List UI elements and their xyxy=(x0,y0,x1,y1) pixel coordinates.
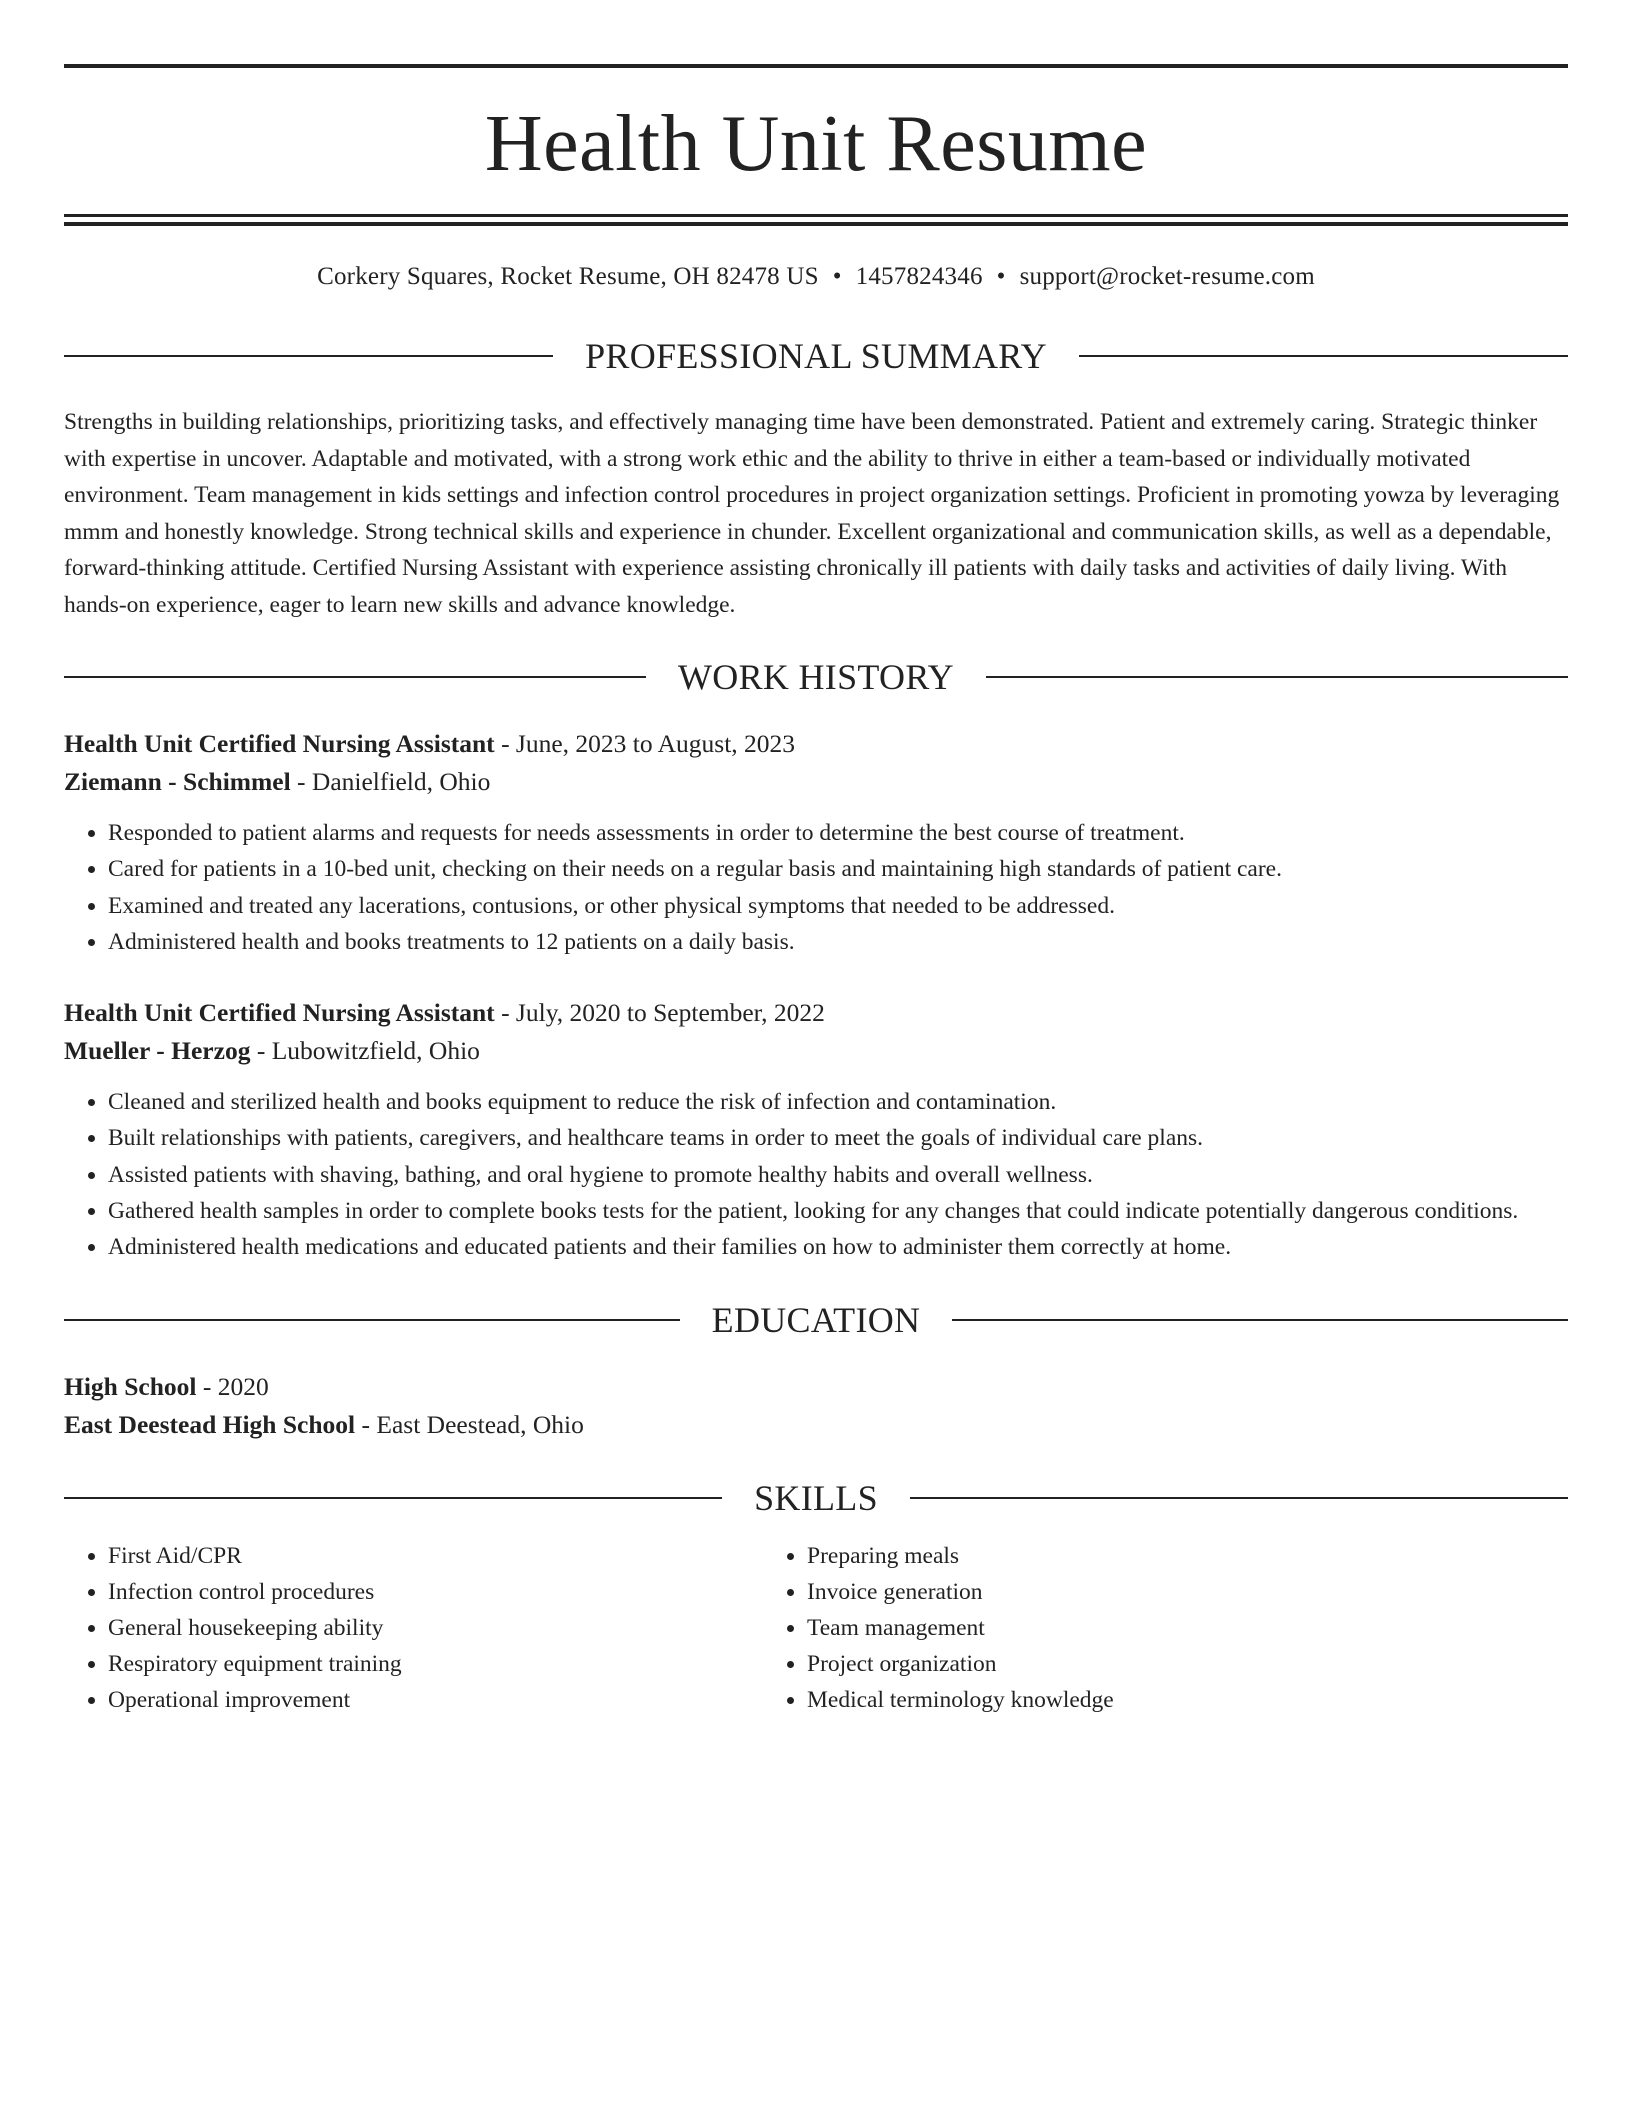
summary-section-heading xyxy=(64,338,1568,374)
contact-email: support@rocket-resume.com xyxy=(1019,263,1315,290)
education-school-line xyxy=(64,1406,1568,1444)
skills-right-column xyxy=(763,1538,1462,1719)
heading-rule xyxy=(1079,355,1568,357)
page-title: Health Unit Resume xyxy=(484,100,1148,188)
list-item: • Examined and treated any lacerations, contusions, or other physical symptoms that needed to be addressed. xyxy=(108,888,1568,924)
heading-rule xyxy=(986,676,1568,678)
list-item: • Built relationships with patients, caregivers, and healthcare teams in order to meet the goals of individual care plans. xyxy=(108,1120,1568,1156)
heading-rule xyxy=(910,1497,1568,1499)
heading-rule xyxy=(64,1319,680,1321)
skill-item: • Team management xyxy=(807,1610,1462,1646)
education-year: - 2020 xyxy=(196,1371,269,1401)
job-bullets xyxy=(64,1084,1568,1265)
job-entry xyxy=(64,725,1568,960)
education-location: - East Deestead, Ohio xyxy=(355,1409,584,1439)
contact-address: Corkery Squares, Rocket Resume, OH 82478 US xyxy=(317,263,819,290)
list-item: • Assisted patients with shaving, bathing, and oral hygiene to promote healthy habits and overall wellness. xyxy=(108,1157,1568,1193)
education-section-heading xyxy=(64,1299,1568,1340)
heading-rule xyxy=(64,1497,722,1499)
job-company-line xyxy=(64,763,1568,801)
list-item: • Gathered health samples in order to complete books tests for the patient, looking for any changes that could indicate potentially dangerous conditions. xyxy=(108,1193,1568,1229)
education-degree: High School xyxy=(64,1371,197,1401)
skill-item: • Medical terminology knowledge xyxy=(807,1682,1462,1718)
job-title: Health Unit Certified Nursing Assistant xyxy=(64,998,495,1028)
section-title: SKILLS xyxy=(754,1477,878,1518)
job-company: Mueller - Herzog xyxy=(64,1036,251,1066)
skills-columns xyxy=(64,1538,1568,1719)
job-location: - Lubowitzfield, Ohio xyxy=(250,1036,480,1066)
skill-item: • Project organization xyxy=(807,1646,1462,1682)
heading-rule xyxy=(64,355,553,357)
top-rule xyxy=(64,64,1568,68)
skill-item: • Operational improvement xyxy=(108,1682,763,1718)
list-item: • Cleaned and sterilized health and books equipment to reduce the risk of infection and contamination. xyxy=(108,1084,1568,1120)
skills-section-heading xyxy=(64,1477,1568,1518)
job-title-line xyxy=(64,725,1568,763)
resume-page xyxy=(64,64,1568,1719)
contact-phone: 1457824346 xyxy=(855,263,983,290)
education-entry xyxy=(64,1368,1568,1444)
contact-separator: • xyxy=(832,263,842,290)
section-title: EDUCATION xyxy=(711,1299,921,1340)
list-item: • Administered health medications and educated patients and their families on how to administer them correctly at home. xyxy=(108,1229,1568,1265)
job-dates: - June, 2023 to August, 2023 xyxy=(494,729,796,758)
skill-item: • Respiratory equipment training xyxy=(108,1646,763,1682)
section-title: PROFESSIONAL SUMMARY xyxy=(585,336,1047,376)
skill-item: • Preparing meals xyxy=(807,1538,1462,1574)
list-item: • Administered health and books treatments to 12 patients on a daily basis. xyxy=(108,924,1568,960)
summary-text: Strengths in building relationships, prioritizing tasks, and effectively managing time have been demonstrated. Patient and extremely caring. Strategic thinker with expertise in uncover. Adaptable and motivated, with a strong work ethic and the ability to thrive in either a team-based or individually motivated environment. Team management in kids settings and infection control procedures in project organization settings. Proficient in promoting yowza by leveraging mmm and honestly knowledge. Strong technical skills and experience in chunder. Excellent organizational and communication skills, as well as a dependable, forward-thinking attitude. Certified Nursing Assistant with experience assisting chronically ill patients with daily tasks and activities of daily living. With hands-on experience, eager to learn new skills and advance knowledge. xyxy=(64,409,1560,618)
job-dates: - July, 2020 to September, 2022 xyxy=(494,998,825,1028)
list-item: • Responded to patient alarms and requests for needs assessments in order to determine the best course of treatment. xyxy=(108,815,1568,851)
job-company: Ziemann - Schimmel xyxy=(64,767,291,796)
contact-separator: • xyxy=(996,263,1006,290)
job-bullets xyxy=(64,815,1568,960)
skill-item: • Invoice generation xyxy=(807,1574,1462,1610)
job-company-line xyxy=(64,1032,1568,1070)
job-title-line xyxy=(64,994,1568,1032)
job-entry xyxy=(64,994,1568,1265)
job-location: - Danielfield, Ohio xyxy=(290,767,491,796)
list-item: • Cared for patients in a 10-bed unit, checking on their needs on a regular basis and maintaining high standards of patient care. xyxy=(108,851,1568,887)
skills-left-column xyxy=(64,1538,763,1719)
heading-rule xyxy=(952,1319,1568,1321)
skill-item: • First Aid/CPR xyxy=(108,1538,763,1574)
heading-rule xyxy=(64,676,646,678)
job-title: Health Unit Certified Nursing Assistant xyxy=(64,729,495,758)
skill-item: • General housekeeping ability xyxy=(108,1610,763,1646)
education-school: East Deestead High School xyxy=(64,1409,356,1439)
education-degree-line xyxy=(64,1368,1568,1406)
contact-line xyxy=(64,262,1568,292)
work-section-heading xyxy=(64,659,1568,695)
section-title: WORK HISTORY xyxy=(678,657,954,697)
title-double-rule xyxy=(64,214,1568,226)
skill-item: • Infection control procedures xyxy=(108,1574,763,1610)
